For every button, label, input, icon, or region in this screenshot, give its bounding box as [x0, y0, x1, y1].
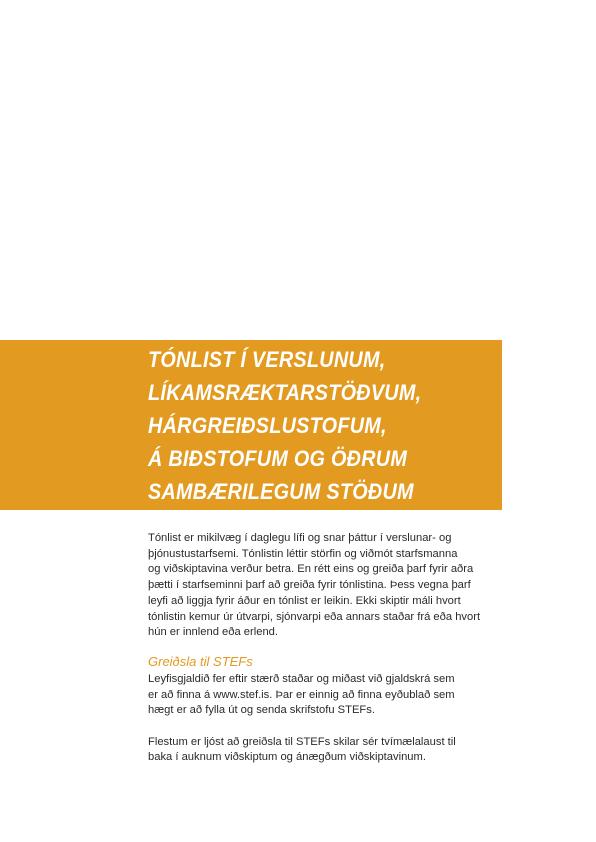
title-line: TÓNLIST Í VERSLUNUM,	[148, 347, 386, 372]
title-line: HÁRGREIÐSLUSTOFUM,	[148, 413, 387, 438]
text-line: baka í auknum viðskiptum og ánægðum viðskiptavinum.	[148, 751, 426, 764]
text-line: þjónustustarfsemi. Tónlistin léttir störfin og viðmót starfsmanna	[148, 547, 458, 560]
text-line: hægt er að fylla út og senda skrifstofu STEFs.	[148, 704, 375, 717]
text-line: hún er innlend eða erlend.	[148, 626, 279, 639]
text-line: Flestum er ljóst að greiðsla til STEFs skilar sér tvímælalaust til	[148, 735, 456, 748]
title-line: LÍKAMSRÆKTARSTÖÐVUM,	[148, 380, 422, 405]
text-line: og viðskiptavina verður betra. En rétt eins og greiða þarf fyrir aðra	[148, 563, 474, 576]
intro-paragraph	[148, 531, 518, 641]
text-line: þætti í starfseminni þarf að greiða fyrir tónlistina. Þess vegna þarf	[148, 579, 471, 592]
title-line: Á BIÐSTOFUM OG ÖÐRUM	[148, 446, 408, 471]
text-line: er að finna á www.stef.is. Þar er einnig að finna eyðublað sem	[148, 688, 455, 701]
title-line: SAMBÆRILEGUM STÖÐUM	[148, 479, 414, 504]
page-title	[148, 343, 463, 508]
text-line: leyfi að liggja fyrir áður en tónlist er leikin. Ekki skiptir máli hvort	[148, 594, 461, 607]
paragraph-spacer	[148, 719, 518, 735]
text-line: Tónlist er mikilvæg í daglegu lífi og snar þáttur í verslunar- og	[148, 532, 452, 544]
payment-paragraph	[148, 672, 518, 719]
closing-paragraph	[148, 735, 518, 766]
text-line: tónlistin kemur úr útvarpi, sjónvarpi eða annars staðar frá eða hvort	[148, 610, 481, 623]
section-heading: Greiðsla til STEFs	[148, 653, 253, 669]
text-line: Leyfisgjaldið fer eftir stærð staðar og miðast við gjaldskrá sem	[148, 672, 455, 685]
body-text	[148, 531, 518, 766]
